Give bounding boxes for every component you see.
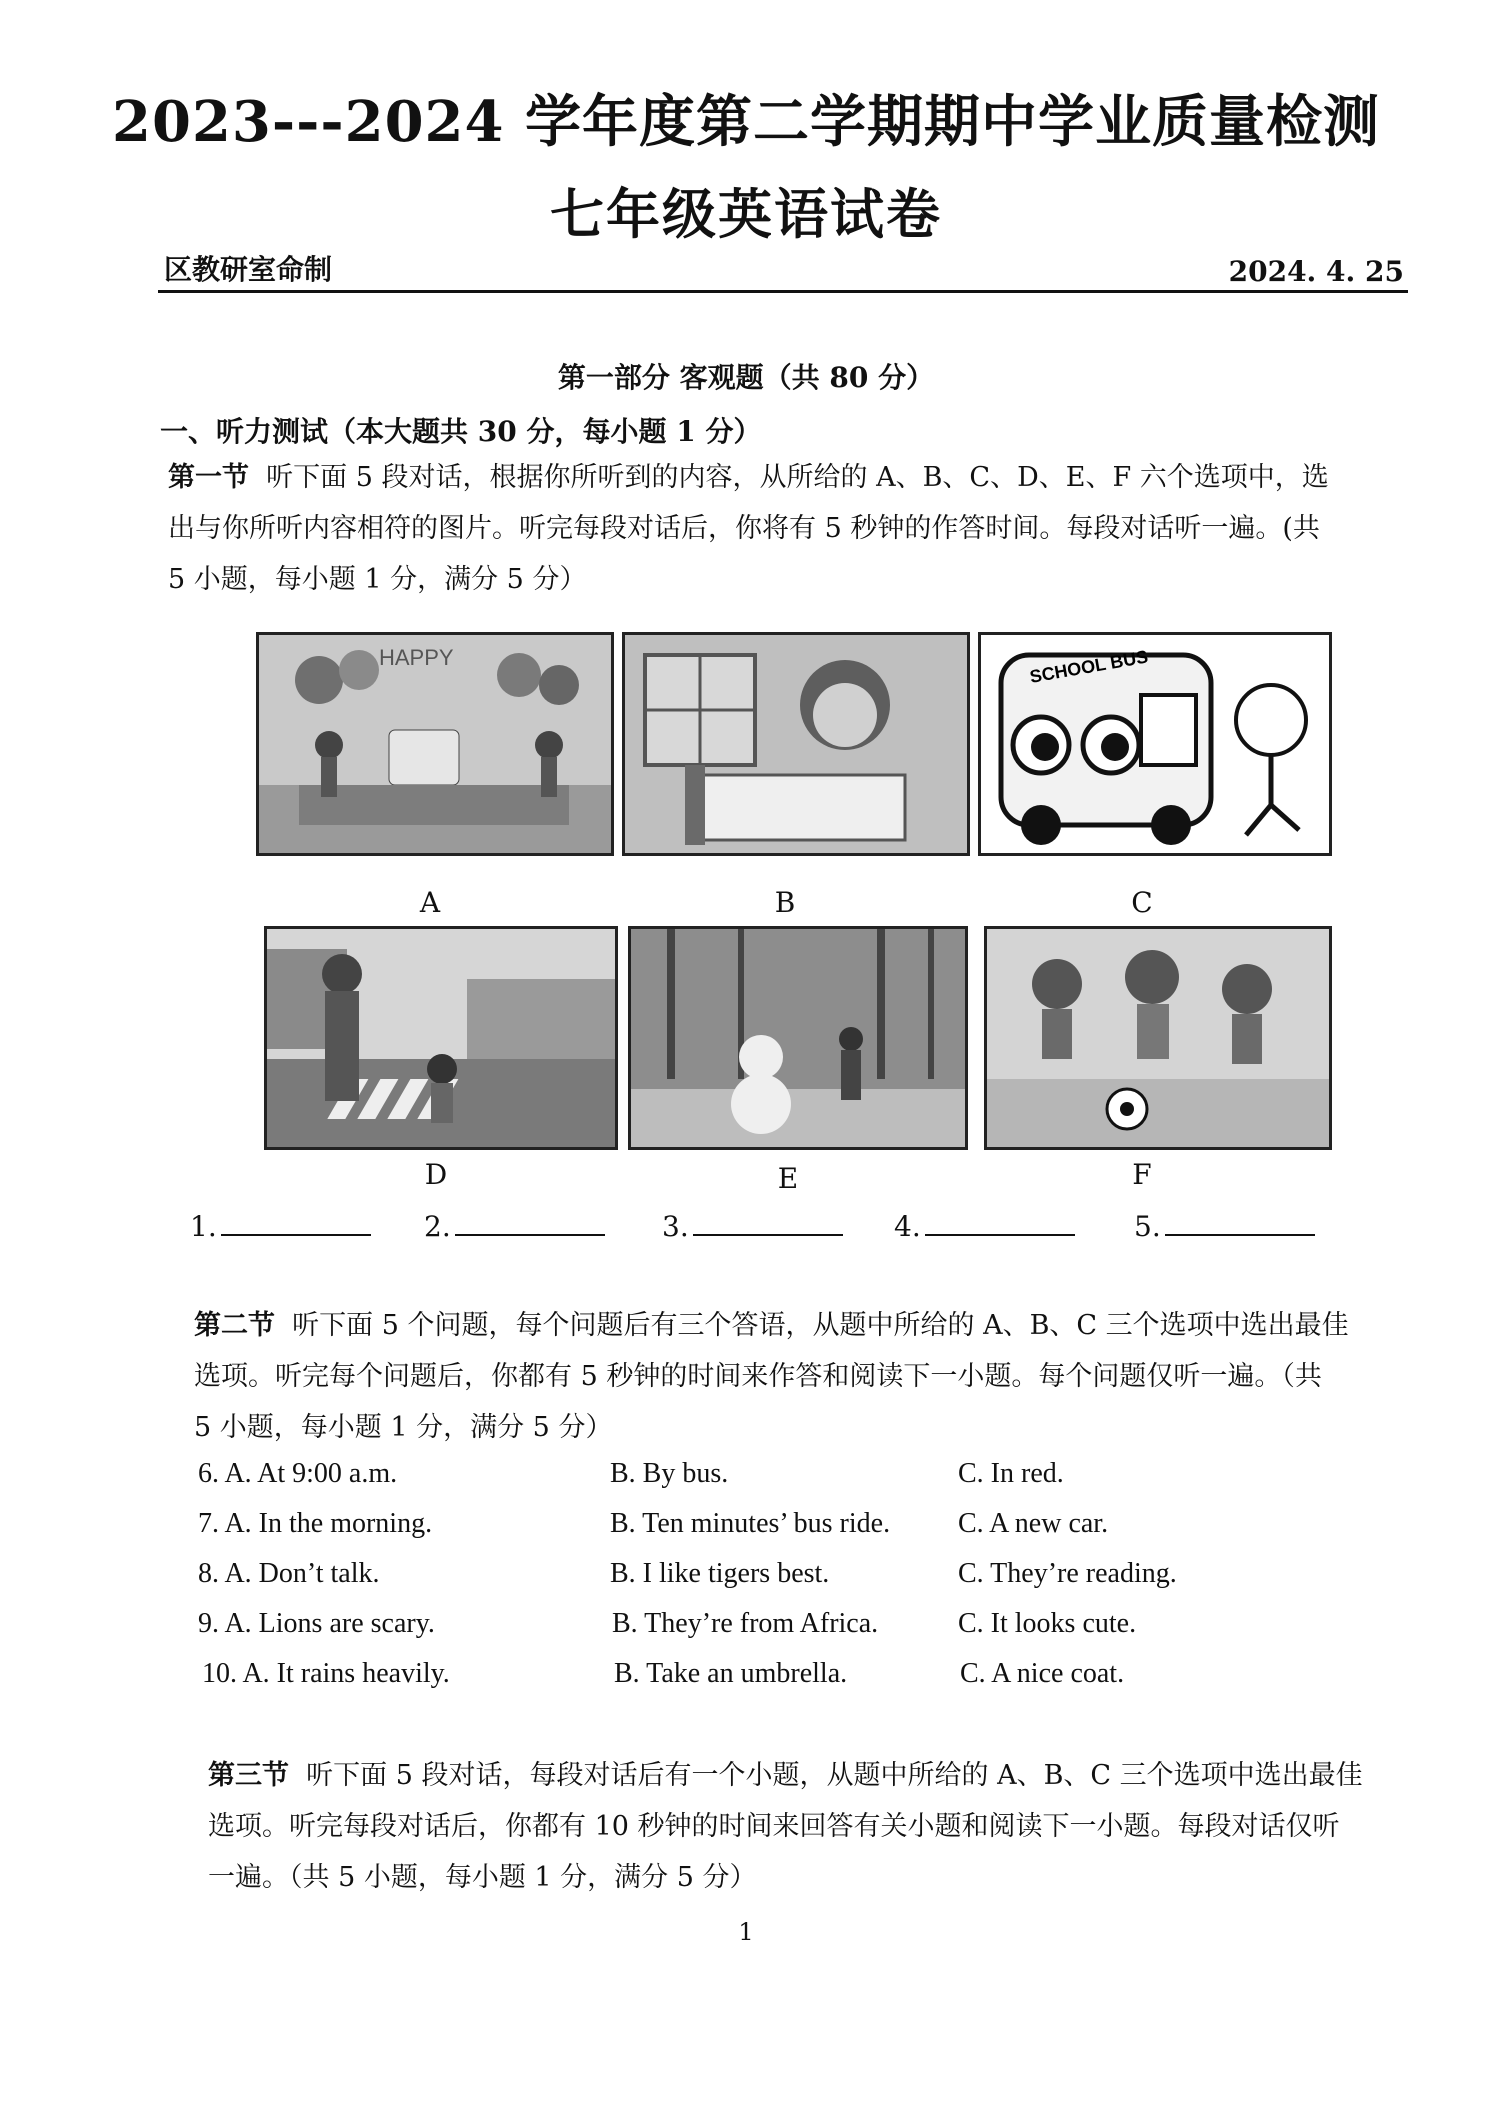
question-10-option-c[interactable]: C. A nice coat. <box>960 1658 1125 1689</box>
part-title: 第一部分 客观题（共 80 分） <box>557 361 935 394</box>
section2-instructions <box>194 1300 1424 1453</box>
answer-blank-3[interactable] <box>662 1210 843 1243</box>
section1-line1: 听下面 5 段对话，根据你所听到的内容，从所给的 A、B、C、D、E、F 六个选项中，选 <box>266 462 1329 493</box>
picture-d-traffic-police <box>264 926 618 1150</box>
answer-line[interactable] <box>455 1212 605 1236</box>
section2-line3: 5 小题，每小题 1 分，满分 5 分） <box>194 1412 613 1443</box>
blank-number-4: 4. <box>894 1210 921 1243</box>
question-10-option-a[interactable]: 10. A. It rains heavily. <box>202 1658 450 1689</box>
happy-banner-text: HAPPY <box>379 645 454 670</box>
issuer-label: 区教研室命制 <box>164 253 333 286</box>
blank-number-1: 1. <box>190 1210 217 1243</box>
picture-b-bedroom <box>622 632 970 856</box>
blank-number-2: 2. <box>424 1210 451 1243</box>
boys-playing-football-illustration <box>987 929 1329 1147</box>
picture-label-d: D <box>424 1158 448 1191</box>
header-meta-row <box>158 246 1408 293</box>
answer-line[interactable] <box>925 1212 1075 1236</box>
question-6-option-b[interactable]: B. By bus. <box>610 1458 729 1489</box>
question-6-option-c[interactable]: C. In red. <box>958 1458 1064 1489</box>
picture-c-school-bus <box>978 632 1332 856</box>
question-7-option-a[interactable]: 7. A. In the morning. <box>198 1508 433 1539</box>
snowman-illustration <box>631 929 965 1147</box>
picture-a-birthday-party <box>256 632 614 856</box>
section3-instructions <box>208 1750 1428 1903</box>
question-9-option-a[interactable]: 9. A. Lions are scary. <box>198 1608 435 1639</box>
question-8-option-b[interactable]: B. I like tigers best. <box>610 1558 830 1589</box>
section2-line1: 听下面 5 个问题，每个问题后有三个答语，从题中所给的 A、B、C 三个选项中选出最佳 <box>292 1310 1349 1341</box>
exam-subtitle: 七年级英语试卷 <box>550 182 942 246</box>
picture-label-a: A <box>419 886 441 919</box>
question-7-option-b[interactable]: B. Ten minutes’ bus ride. <box>610 1508 891 1539</box>
section3-line3: 一遍。（共 5 小题，每小题 1 分，满分 5 分） <box>208 1862 757 1893</box>
answer-line[interactable] <box>221 1212 371 1236</box>
answer-blank-1[interactable] <box>190 1210 371 1243</box>
school-bus-sign: SCHOOL BUS <box>1028 646 1150 687</box>
section1-instructions <box>168 452 1418 605</box>
picture-label-f: F <box>1132 1158 1152 1191</box>
blank-number-5: 5. <box>1134 1210 1161 1243</box>
answer-line[interactable] <box>693 1212 843 1236</box>
page-number: 1 <box>738 1918 754 1946</box>
boy-waking-up-illustration <box>625 635 967 853</box>
picture-f-football <box>984 926 1332 1150</box>
exam-date: 2024. 4. 25 <box>1228 255 1404 288</box>
question-10-option-b[interactable]: B. Take an umbrella. <box>614 1658 848 1689</box>
section-title: 一、听力测试（本大题共 30 分，每小题 1 分） <box>160 415 762 448</box>
section1-line3: 5 小题，每小题 1 分，满分 5 分） <box>168 564 587 595</box>
question-7-option-c[interactable]: C. A new car. <box>958 1508 1109 1539</box>
answer-blank-2[interactable] <box>424 1210 605 1243</box>
question-6-option-a[interactable]: 6. A. At 9:00 a.m. <box>198 1458 398 1489</box>
section1-label: 第一节 <box>168 462 249 493</box>
picture-label-e: E <box>777 1162 799 1195</box>
question-8-option-a[interactable]: 8. A. Don’t talk. <box>198 1558 380 1589</box>
section2-label: 第二节 <box>194 1310 275 1341</box>
question-8-option-c[interactable]: C. They’re reading. <box>958 1558 1177 1589</box>
section1-line2: 出与你所听内容相符的图片。听完每段对话后，你将有 5 秒钟的作答时间。每段对话听一遍。(共 <box>168 513 1320 544</box>
school-bus-illustration <box>981 635 1329 853</box>
exam-title: 2023---2024 学年度第二学期期中学业质量检测 <box>112 89 1380 155</box>
answer-blank-5[interactable] <box>1134 1210 1315 1243</box>
traffic-crossing-illustration <box>267 929 615 1147</box>
section3-line2: 选项。听完每段对话后，你都有 10 秒钟的时间来回答有关小题和阅读下一小题。每段对话仅听 <box>208 1811 1340 1842</box>
picture-label-b: B <box>774 886 796 919</box>
section2-line2: 选项。听完每个问题后，你都有 5 秒钟的时间来作答和阅读下一小题。每个问题仅听一遍。（共 <box>194 1361 1322 1392</box>
answer-blank-4[interactable] <box>894 1210 1075 1243</box>
section3-line1: 听下面 5 段对话，每段对话后有一个小题，从题中所给的 A、B、C 三个选项中选出最佳 <box>306 1760 1363 1791</box>
blank-number-3: 3. <box>662 1210 689 1243</box>
answer-line[interactable] <box>1165 1212 1315 1236</box>
picture-label-c: C <box>1131 886 1153 919</box>
question-9-option-c[interactable]: C. It looks cute. <box>958 1608 1137 1639</box>
question-9-option-b[interactable]: B. They’re from Africa. <box>612 1608 879 1639</box>
picture-e-snowy-day <box>628 926 968 1150</box>
section3-label: 第三节 <box>208 1760 289 1791</box>
birthday-party-illustration <box>259 635 611 853</box>
